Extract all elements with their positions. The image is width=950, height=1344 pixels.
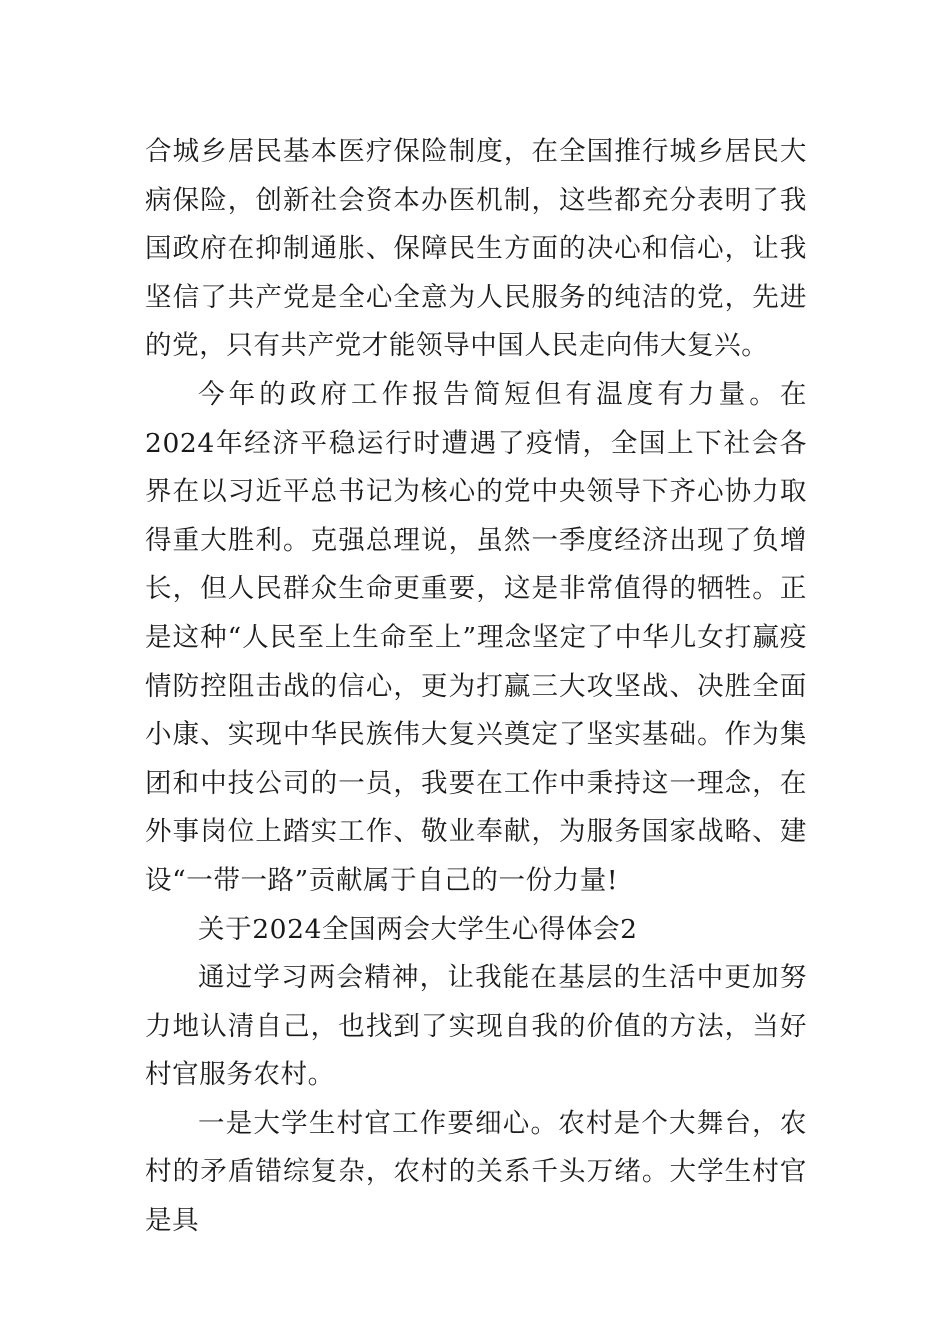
paragraph-village-official: 一是大学生村官工作要细心。农村是个大舞台，农村的矛盾错综复杂，农村的关系千头万绪。大学生村官是具 [145,1107,807,1237]
paragraph-two-sessions-study: 通过学习两会精神，让我能在基层的生活中更加努力地认清自己，也找到了实现自我的价值的方法，当好村官服务农村。 [145,962,807,1091]
paragraph-continuation: 合城乡居民基本医疗保险制度，在全国推行城乡居民大病保险，创新社会资本办医机制，这些都充分表明了我国政府在抑制通胀、保障民生方面的决心和信心，让我坚信了共产党是全心全意为人民服务的纯洁的党，先进的党，只有共产党才能领导中国人民走向伟大复兴。 [145,136,807,362]
document-body [145,128,807,1246]
paragraph-government-report: 今年的政府工作报告简短但有温度有力量。在2024年经济平稳运行时遭遇了疫情，全国上下社会各界在以习近平总书记为核心的党中央领导下齐心协力取得重大胜利。克强总理说，虽然一季度经济出现了负增长，但人民群众生命更重要，这是非常值得的牺牲。正是这种“人民至上生命至上”理念坚定了中华儿女打赢疫情防控阻击战的信心，更为打赢三大攻坚战、决胜全面小康、实现中华民族伟大复兴奠定了坚实基础。作为集团和中技公司的一员，我要在工作中秉持这一理念，在外事岗位上踏实工作、敬业奉献，为服务国家战略、建设“一带一路”贡献属于自己的一份力量! [145,378,807,896]
section-heading: 关于2024全国两会大学生心得体会2 [198,913,638,945]
